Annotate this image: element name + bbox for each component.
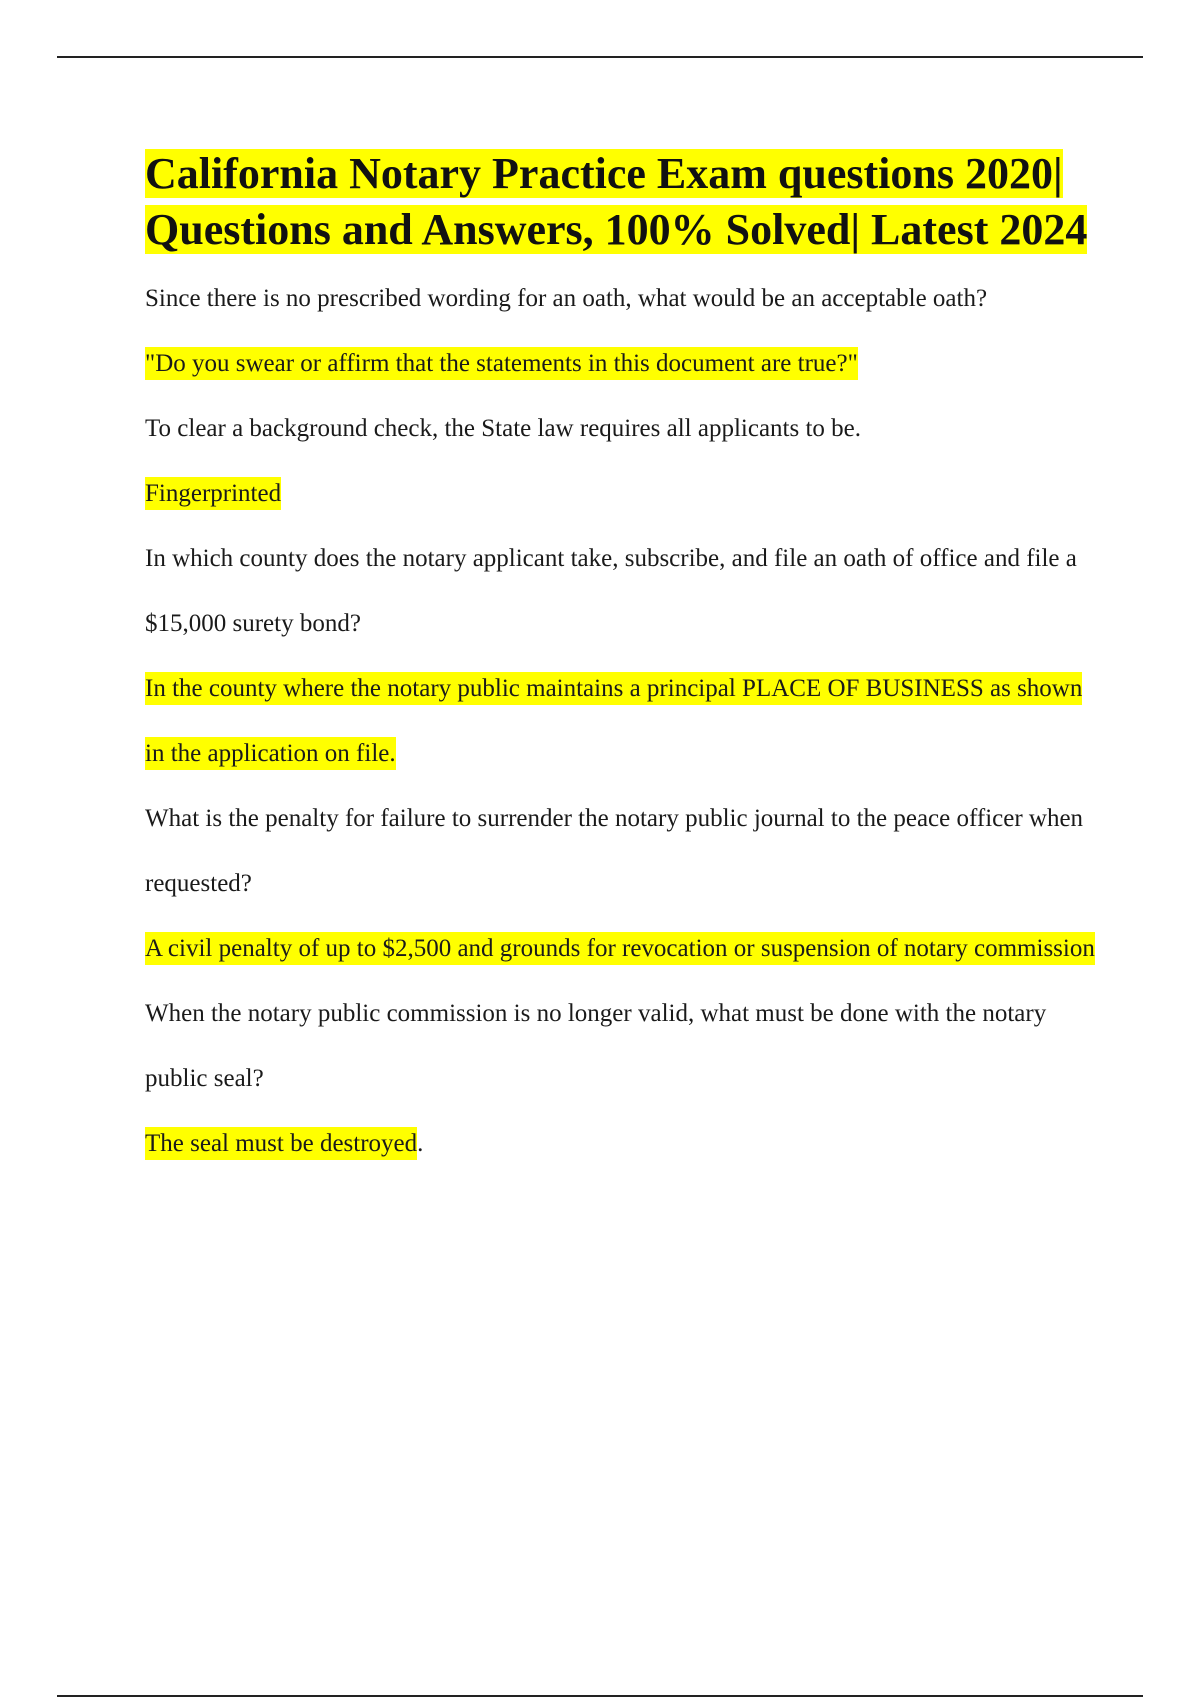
document-title-text: California Notary Practice Exam questions 2020| Questions and Answers, 100% Solved| Latest 2024 bbox=[145, 149, 1088, 254]
footer-rule bbox=[57, 1695, 1143, 1697]
answer-5-suffix: . bbox=[417, 1130, 424, 1157]
question-5: When the notary public commission is no longer valid, what must be done with the notary public seal? bbox=[145, 1000, 1047, 1092]
answer-2-text: Fingerprinted bbox=[145, 477, 281, 510]
document-body bbox=[145, 146, 1105, 1176]
answer-3-text: In the county where the notary public maintains a principal PLACE OF BUSINESS as shown in the application on file. bbox=[145, 672, 1082, 770]
answer-4 bbox=[145, 916, 1105, 981]
answer-3 bbox=[145, 656, 1105, 786]
answer-5-text: The seal must be destroyed bbox=[145, 1127, 417, 1160]
question-2: To clear a background check, the State law requires all applicants to be. bbox=[145, 415, 862, 442]
answer-4-text: A civil penalty of up to $2,500 and grounds for revocation or suspension of notary commission bbox=[145, 932, 1095, 965]
answer-2 bbox=[145, 461, 1105, 526]
question-1: Since there is no prescribed wording for an oath, what would be an acceptable oath? bbox=[145, 285, 988, 312]
answer-1-text: "Do you swear or affirm that the statements in this document are true?" bbox=[145, 347, 858, 380]
header-rule bbox=[57, 56, 1143, 58]
qa-list bbox=[145, 266, 1105, 1176]
answer-1 bbox=[145, 331, 1105, 396]
document-title bbox=[145, 146, 1105, 258]
question-3: In which county does the notary applicant take, subscribe, and file an oath of office and file a $15,000 surety bond? bbox=[145, 545, 1077, 637]
question-4: What is the penalty for failure to surrender the notary public journal to the peace officer when requested? bbox=[145, 805, 1084, 897]
answer-5 bbox=[145, 1111, 1105, 1176]
